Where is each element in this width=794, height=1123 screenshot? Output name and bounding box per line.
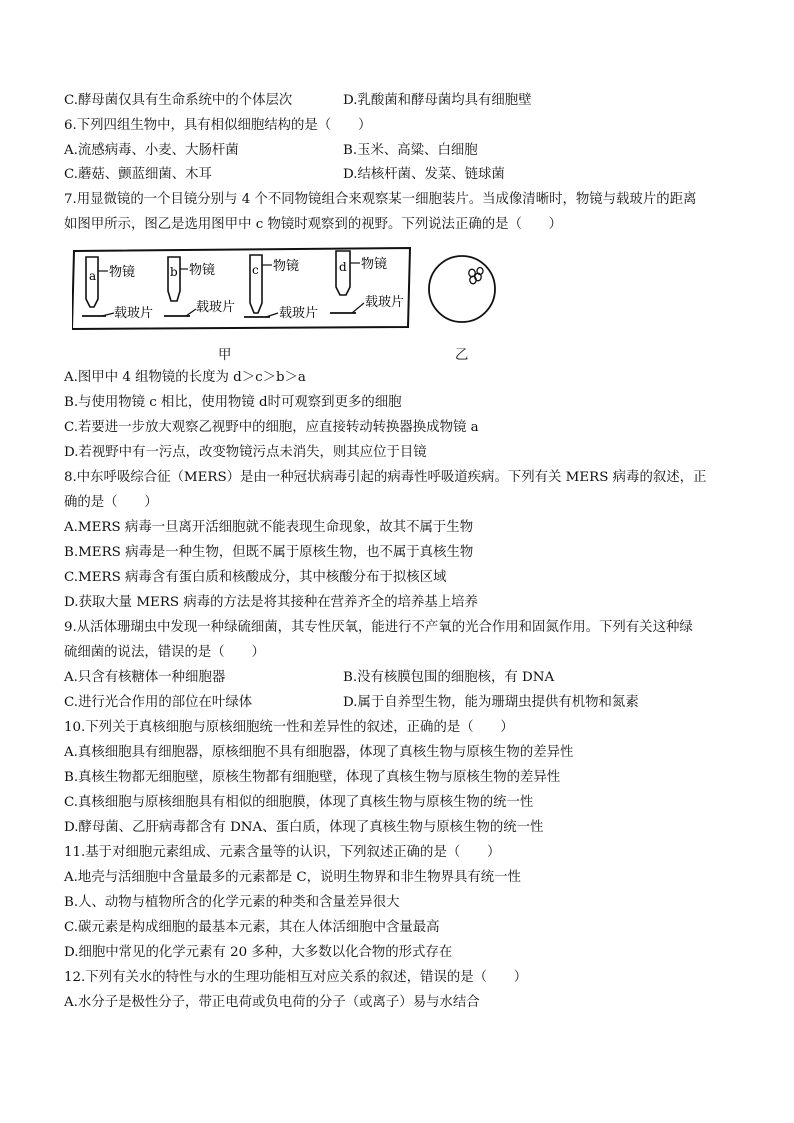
q5-option-c: C.酵母菌仅具有生命系统中的个体层次	[64, 93, 293, 108]
objective-b-label: 物镜	[189, 263, 216, 278]
q7-stem-line2: 如图甲所示，图乙是选用图甲中 c 物镜时观察到的视野。下列说法正确的是（ ）	[64, 217, 563, 232]
objective-b-letter: b	[170, 265, 178, 279]
q10-option-d: D.酵母菌、乙肝病毒都含有 DNA、蛋白质，体现了真核生物与原核生物的统一性	[64, 820, 544, 835]
q9-option-b: B.没有核膜包围的细胞核，有 DNA	[343, 670, 555, 685]
q7-option-c: C.若要进一步放大观察乙视野中的细胞，应直接转动转换器换成物镜 a	[64, 420, 479, 435]
q7-option-d: D.若视野中有一污点，改变物镜污点未消失，则其应位于目镜	[64, 445, 427, 460]
cell-cluster	[469, 268, 483, 284]
q12-stem: 12.下列有关水的特性与水的生理功能相互对应关系的叙述，错误的是（ ）	[64, 970, 528, 985]
objective-b	[164, 257, 235, 316]
objective-d	[330, 251, 404, 313]
slide-c-label: 载玻片	[279, 306, 319, 321]
field-of-view-circle	[429, 256, 495, 322]
q9-option-c: C.进行光合作用的部位在叶绿体	[64, 695, 253, 710]
q8-stem-line2: 确的是（ ）	[64, 495, 158, 510]
objective-c-label: 物镜	[273, 259, 300, 274]
q6-option-b: B.玉米、高粱、白细胞	[343, 143, 478, 158]
objective-a-letter: a	[89, 269, 97, 283]
q7-stem-line1: 7.用显微镜的一个目镜分别与 4 个不同物镜组合来观察某一细胞装片。当成像清晰时，物镜与载玻片的距离	[64, 192, 697, 207]
q6-stem: 6.下列四组生物中，具有相似细胞结构的是（ ）	[64, 118, 372, 133]
q10-stem: 10.下列关于真核细胞与原核细胞统一性和差异性的叙述，正确的是（ ）	[64, 720, 514, 735]
q11-option-c: C.碳元素是构成细胞的最基本元素，其在人体活细胞中含量最高	[64, 920, 440, 935]
q12-option-a: A.水分子是极性分子，带正电荷或负电荷的分子（或离子）易与水结合	[64, 995, 480, 1010]
q6-option-c: C.蘑菇、颤蓝细菌、木耳	[64, 167, 212, 182]
q8-stem-line1: 8.中东呼吸综合征（MERS）是由一种冠状病毒引起的病毒性呼吸道疾病。下列有关 MERS 病毒的叙述，正	[64, 470, 707, 485]
q11-stem: 11.基于对细胞元素组成、元素含量等的认识，下列叙述正确的是（ ）	[64, 845, 501, 860]
objective-d-label: 物镜	[361, 257, 388, 272]
q8-option-d: D.获取大量 MERS 病毒的方法是将其接种在营养齐全的培养基上培养	[64, 595, 478, 610]
q11-option-b: B.人、动物与植物所含的化学元素的种类和含量差异很大	[64, 895, 400, 910]
q9-stem-line1: 9.从活体珊瑚虫中发现一种绿硫细菌，其专性厌氧，能进行不产氧的光合作用和固氮作用。下列有关这种绿	[64, 620, 693, 635]
figure-caption-yi: 乙	[455, 348, 469, 363]
slide-d-label: 载玻片	[365, 295, 405, 310]
q8-option-c: C.MERS 病毒含有蛋白质和核酸成分，其中核酸分布于拟核区域	[64, 570, 447, 585]
q5-option-d: D.乳酸菌和酵母菌均具有细胞壁	[343, 93, 532, 108]
q9-option-a: A.只含有核糖体一种细胞器	[64, 670, 226, 685]
objective-c-letter: c	[252, 263, 259, 277]
q7-figure	[72, 243, 512, 338]
objective-a	[82, 257, 153, 321]
q9-stem-line2: 硫细菌的说法，错误的是（ ）	[64, 645, 265, 660]
q8-option-a: A.MERS 病毒一旦离开活细胞就不能表现生命现象，故其不属于生物	[64, 520, 474, 535]
q10-option-c: C.真核细胞与原核细胞具有相似的细胞膜，体现了真核生物与原核生物的统一性	[64, 795, 534, 810]
q6-option-a: A.流感病毒、小麦、大肠杆菌	[64, 143, 239, 158]
objective-a-label: 物镜	[109, 265, 136, 280]
figure-caption-jia: 甲	[218, 348, 232, 363]
field-of-view	[429, 256, 495, 322]
q8-option-b: B.MERS 病毒是一种生物，但既不属于原核生物，也不属于真核生物	[64, 545, 474, 560]
objective-d-letter: d	[339, 260, 347, 274]
q11-option-d: D.细胞中常见的化学元素有 20 多种，大多数以化合物的形式存在	[64, 945, 453, 960]
q11-option-a: A.地壳与活细胞中含量最多的元素都是 C，说明生物界和非生物界具有统一性	[64, 870, 521, 885]
objective-c	[244, 255, 318, 321]
q7-option-b: B.与使用物镜 c 相比，使用物镜 d时可观察到更多的细胞	[64, 395, 402, 410]
slide-b-label: 载玻片	[196, 300, 236, 315]
q10-option-b: B.真核生物都无细胞壁，原核生物都有细胞壁，体现了真核生物与原核生物的差异性	[64, 770, 561, 785]
q10-option-a: A.真核细胞具有细胞器，原核细胞不具有细胞器，体现了真核生物与原核生物的差异性	[64, 745, 574, 760]
q6-option-d: D.结核杆菌、发菜、链球菌	[343, 167, 505, 182]
q9-option-d: D.属于自养型生物，能为珊瑚虫提供有机物和氮素	[343, 695, 639, 710]
slide-a-label: 载玻片	[114, 306, 154, 321]
q7-option-a: A.图甲中 4 组物镜的长度为 d＞c＞b＞a	[64, 370, 306, 385]
